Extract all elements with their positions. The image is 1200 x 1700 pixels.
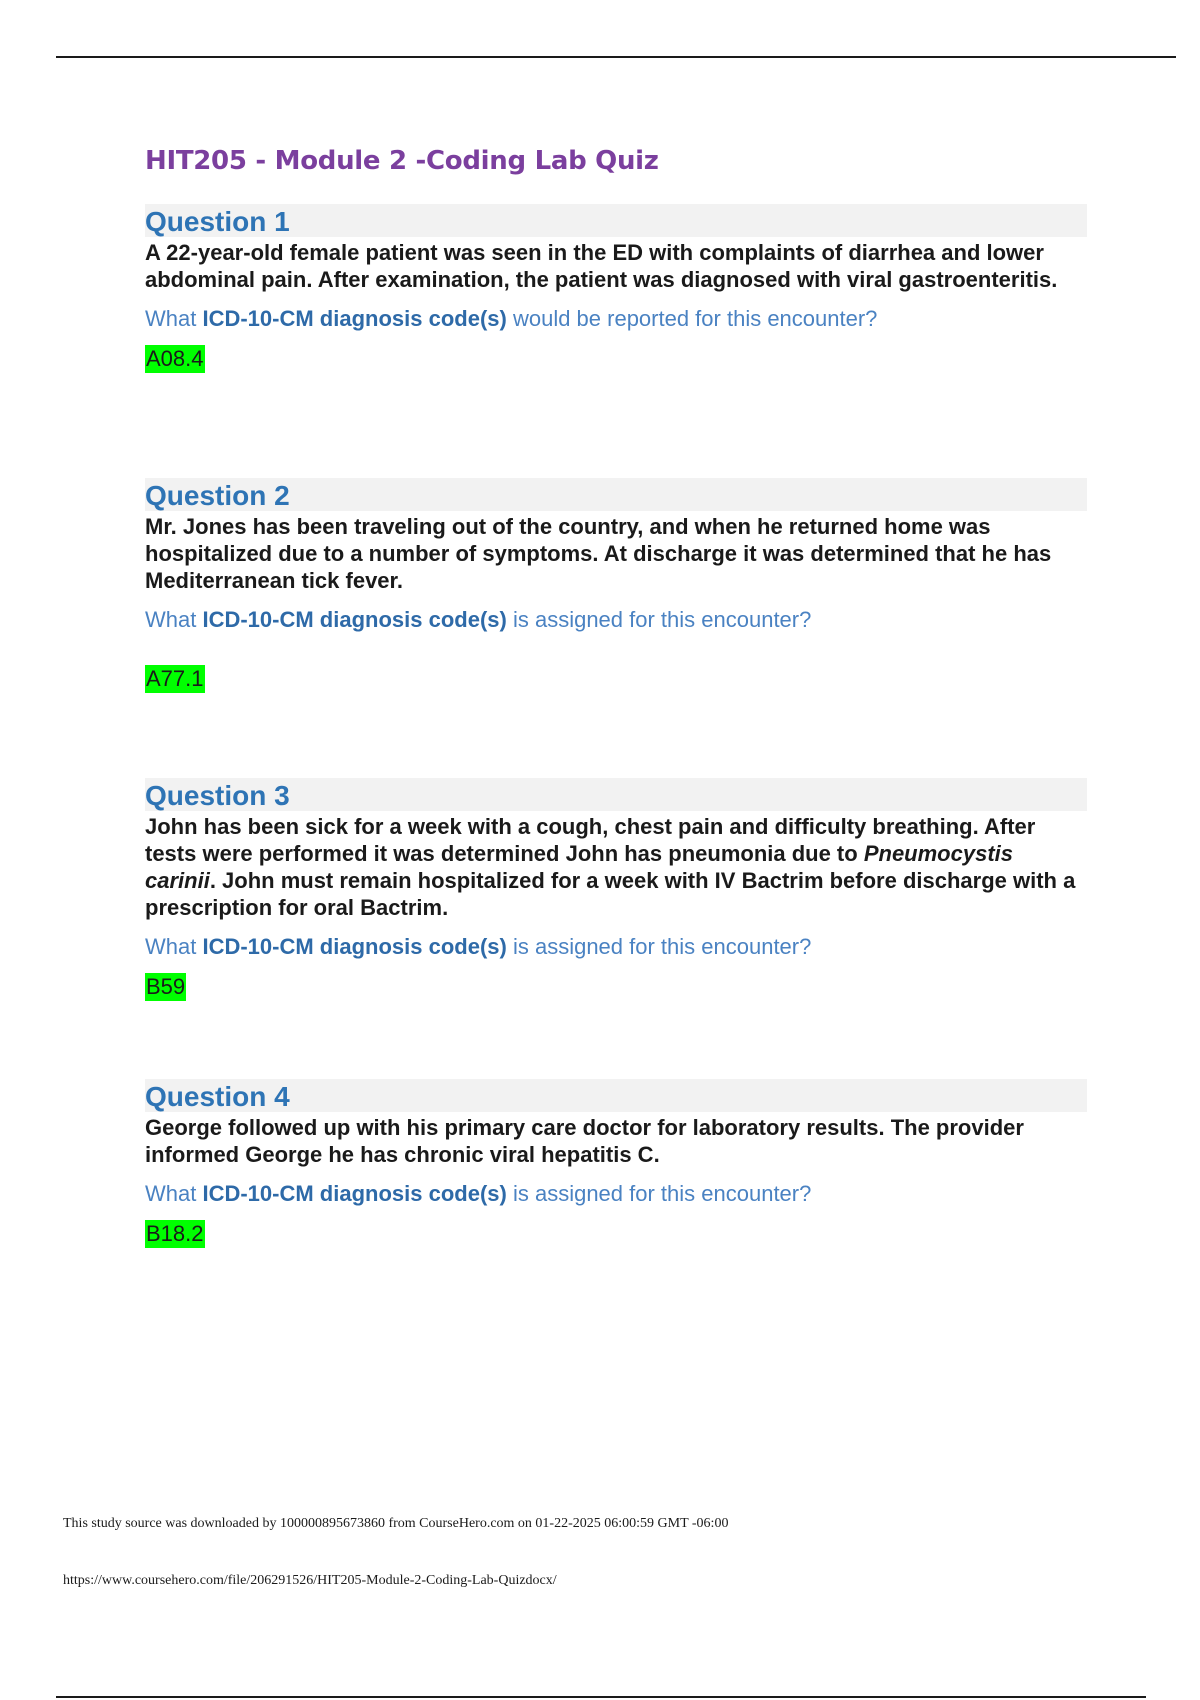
answer-highlight: B59: [146, 974, 186, 999]
prompt-text-pre: What: [145, 1181, 203, 1206]
answer-highlight: A08.4: [146, 346, 204, 371]
question-prompt: [145, 606, 1087, 633]
prompt-text-pre: What: [145, 306, 203, 331]
answer-highlight: A77.1: [146, 666, 204, 691]
question-title: Question 1: [145, 206, 290, 237]
prompt-text-bold: ICD-10-CM diagnosis code(s): [202, 306, 507, 331]
download-source-note: This study source was downloaded by 100000895673860 from CourseHero.com on 01-22-2025 06:00:59 GMT -06:00: [63, 1516, 729, 1531]
question-title: Question 4: [145, 1081, 290, 1112]
question-prompt: [145, 305, 1087, 332]
prompt-text-bold: ICD-10-CM diagnosis code(s): [202, 1181, 507, 1206]
question-header: [145, 778, 1087, 811]
prompt-text-post: would be reported for this encounter?: [506, 306, 878, 331]
question-body: George followed up with his primary care doctor for laboratory results. The provider informed George he has chronic viral hepatitis C.: [145, 1115, 1024, 1167]
question-title: Question 2: [145, 480, 290, 511]
question-body: A 22-year-old female patient was seen in the ED with complaints of diarrhea and lower abdominal pain. After examination, the patient was diagnosed with viral gastroenteritis.: [145, 240, 1058, 292]
question-body: Mr. Jones has been traveling out of the country, and when he returned home was hospitalized due to a number of symptoms. At discharge it was determined that he has Mediterranean tick fever.: [145, 514, 1052, 593]
question-header: [145, 478, 1087, 511]
bottom-rule: [56, 1696, 1146, 1698]
source-url[interactable]: https://www.coursehero.com/file/206291526/HIT205-Module-2-Coding-Lab-Quizdocx/: [63, 1573, 557, 1588]
question-title: Question 3: [145, 780, 290, 811]
question-header: [145, 204, 1087, 237]
prompt-text-pre: What: [145, 607, 203, 632]
page-title: HIT205 - Module 2 -Coding Lab Quiz: [145, 146, 659, 176]
question-body-text: John has been sick for a week with a cough, chest pain and difficulty breathing. After tests were performed it was determined John has pneumonia due to: [145, 814, 1036, 866]
question-3: [145, 778, 1087, 1001]
question-body: [145, 811, 1085, 921]
prompt-text-bold: ICD-10-CM diagnosis code(s): [202, 607, 507, 632]
question-2: [145, 478, 1087, 693]
organism-name: Pneumocystis carinii: [145, 841, 1013, 893]
question-prompt: [145, 933, 1087, 960]
question-header: [145, 1079, 1087, 1112]
question-body-text: . John must remain hospitalized for a week with IV Bactrim before discharge with a prescription for oral Bactrim.: [145, 868, 1076, 920]
prompt-text-bold: ICD-10-CM diagnosis code(s): [202, 934, 507, 959]
answer-highlight: B18.2: [146, 1221, 204, 1246]
question-prompt: [145, 1180, 1087, 1207]
prompt-text-pre: What: [145, 934, 203, 959]
top-rule: [56, 56, 1176, 58]
prompt-text-post: is assigned for this encounter?: [506, 1181, 812, 1206]
question-4: [145, 1079, 1087, 1248]
question-1: [145, 204, 1087, 373]
prompt-text-post: is assigned for this encounter?: [506, 607, 812, 632]
prompt-text-post: is assigned for this encounter?: [506, 934, 812, 959]
